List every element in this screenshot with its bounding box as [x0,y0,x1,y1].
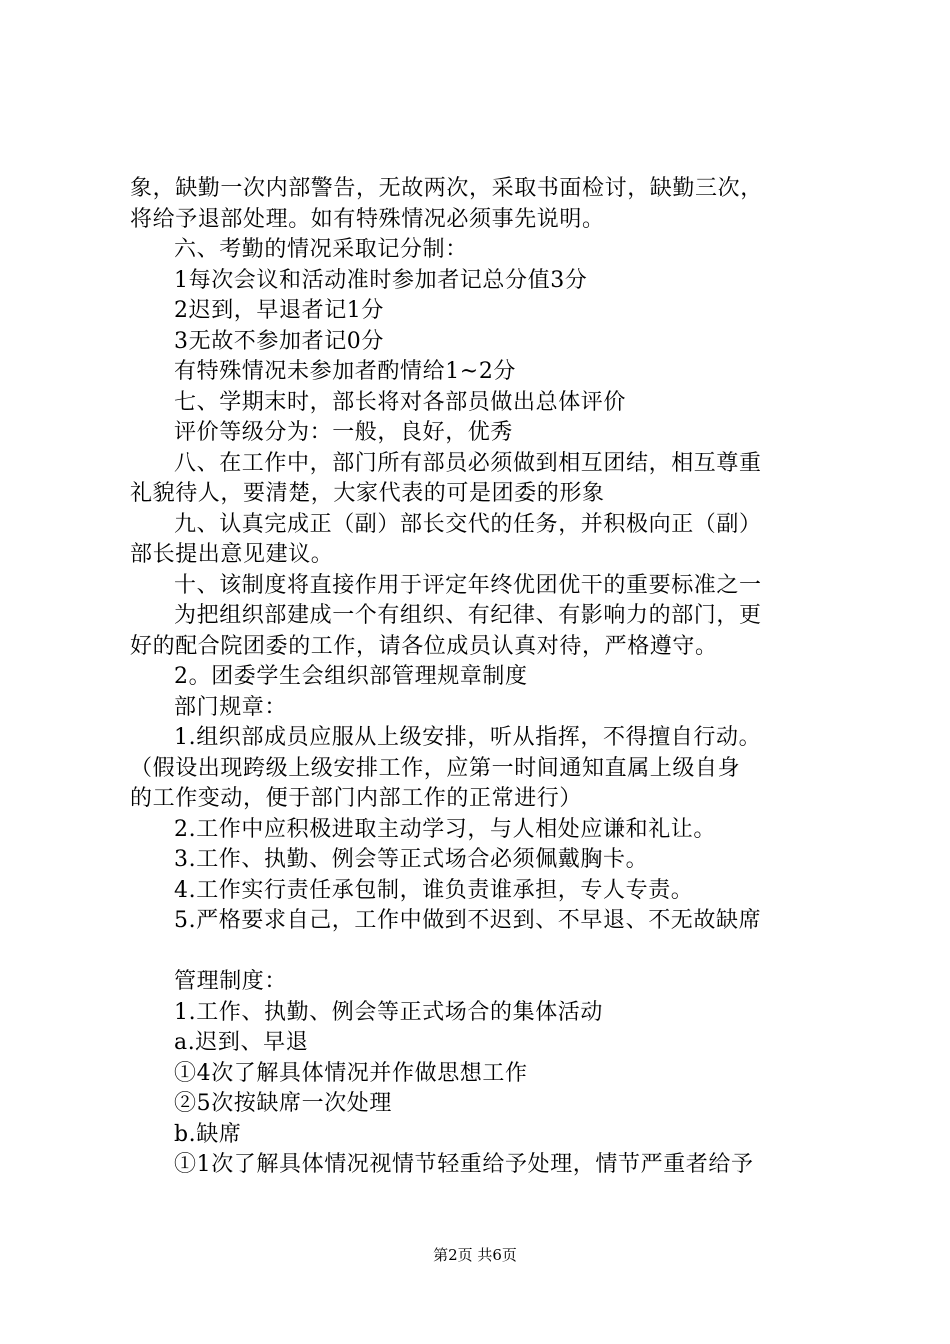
text-line: 5.严格要求自己，工作中做到不迟到、不早退、不无故缺席 [174,908,762,933]
page-number-footer: 第2页 共6页 [433,1246,517,1264]
text-line: 九、认真完成正（副）部长交代的任务，并积极向正（副） [174,511,762,537]
text-line: 3无故不参加者记0分 [174,328,384,354]
text-line: 1每次会议和活动准时参加者记总分值3分 [174,267,588,293]
text-line: 七、学期末时，部长将对各部员做出总体评价 [174,389,627,415]
text-line: 3.工作、执勤、例会等正式场合必须佩戴胸卡。 [174,847,649,872]
text-line: ①4次了解具体情况并作做思想工作 [174,1060,528,1086]
text-line: 六、考勤的情况采取记分制： [174,237,468,262]
text-line: 管理制度： [174,969,288,994]
blank-line [130,937,840,968]
text-line: 部门规章： [174,694,288,720]
text-line: 1.工作、执勤、例会等正式场合的集体活动 [174,999,603,1025]
text-line: 十、该制度将直接作用于评定年终优团优干的重要标准之一 [174,572,762,598]
text-line: a.迟到、早退 [174,1030,309,1055]
text-line: 4.工作实行责任承包制，谁负责谁承担，专人专责。 [174,877,694,903]
text-line: 八、在工作中，部门所有部员必须做到相互团结，相互尊重 [174,450,762,476]
text-line: （假设出现跨级上级安排工作，应第一时间通知直属上级自身 [130,755,741,781]
text-line: 1.组织部成员应服从上级安排，听从指挥，不得擅自行动。 [174,725,762,750]
text-line: 礼貌待人，要清楚，大家代表的可是团委的形象 [130,481,605,506]
text-line: 部长提出意见建议。 [130,542,334,567]
text-line: 的工作变动，便于部门内部工作的正常进行） [130,786,583,811]
section-heading: 2。团委学生会组织部管理规章制度 [174,664,528,689]
text-line: 评价等级分为：一般，良好，优秀 [174,420,514,445]
text-line: 有特殊情况未参加者酌情给1~2分 [174,359,517,384]
text-line: 为把组织部建成一个有组织、有纪律、有影响力的部门，更 [174,603,762,628]
text-line: 好的配合院团委的工作，请各位成员认真对待，严格遵守。 [130,633,718,659]
text-line: 2.工作中应积极进取主动学习，与人相处应谦和礼让。 [174,816,716,842]
document-body [130,174,840,1181]
text-line: ①1次了解具体情况视情节轻重给予处理，情节严重者给予 [174,1152,754,1177]
text-line: 象，缺勤一次内部警告，无故两次，采取书面检讨，缺勤三次， [130,176,763,201]
text-line: 将给予退部处理。如有特殊情况必须事先说明。 [130,206,605,232]
text-line: b.缺席 [174,1121,242,1147]
text-line: ②5次按缺席一次处理 [174,1091,392,1116]
text-line: 2迟到，早退者记1分 [174,298,384,323]
